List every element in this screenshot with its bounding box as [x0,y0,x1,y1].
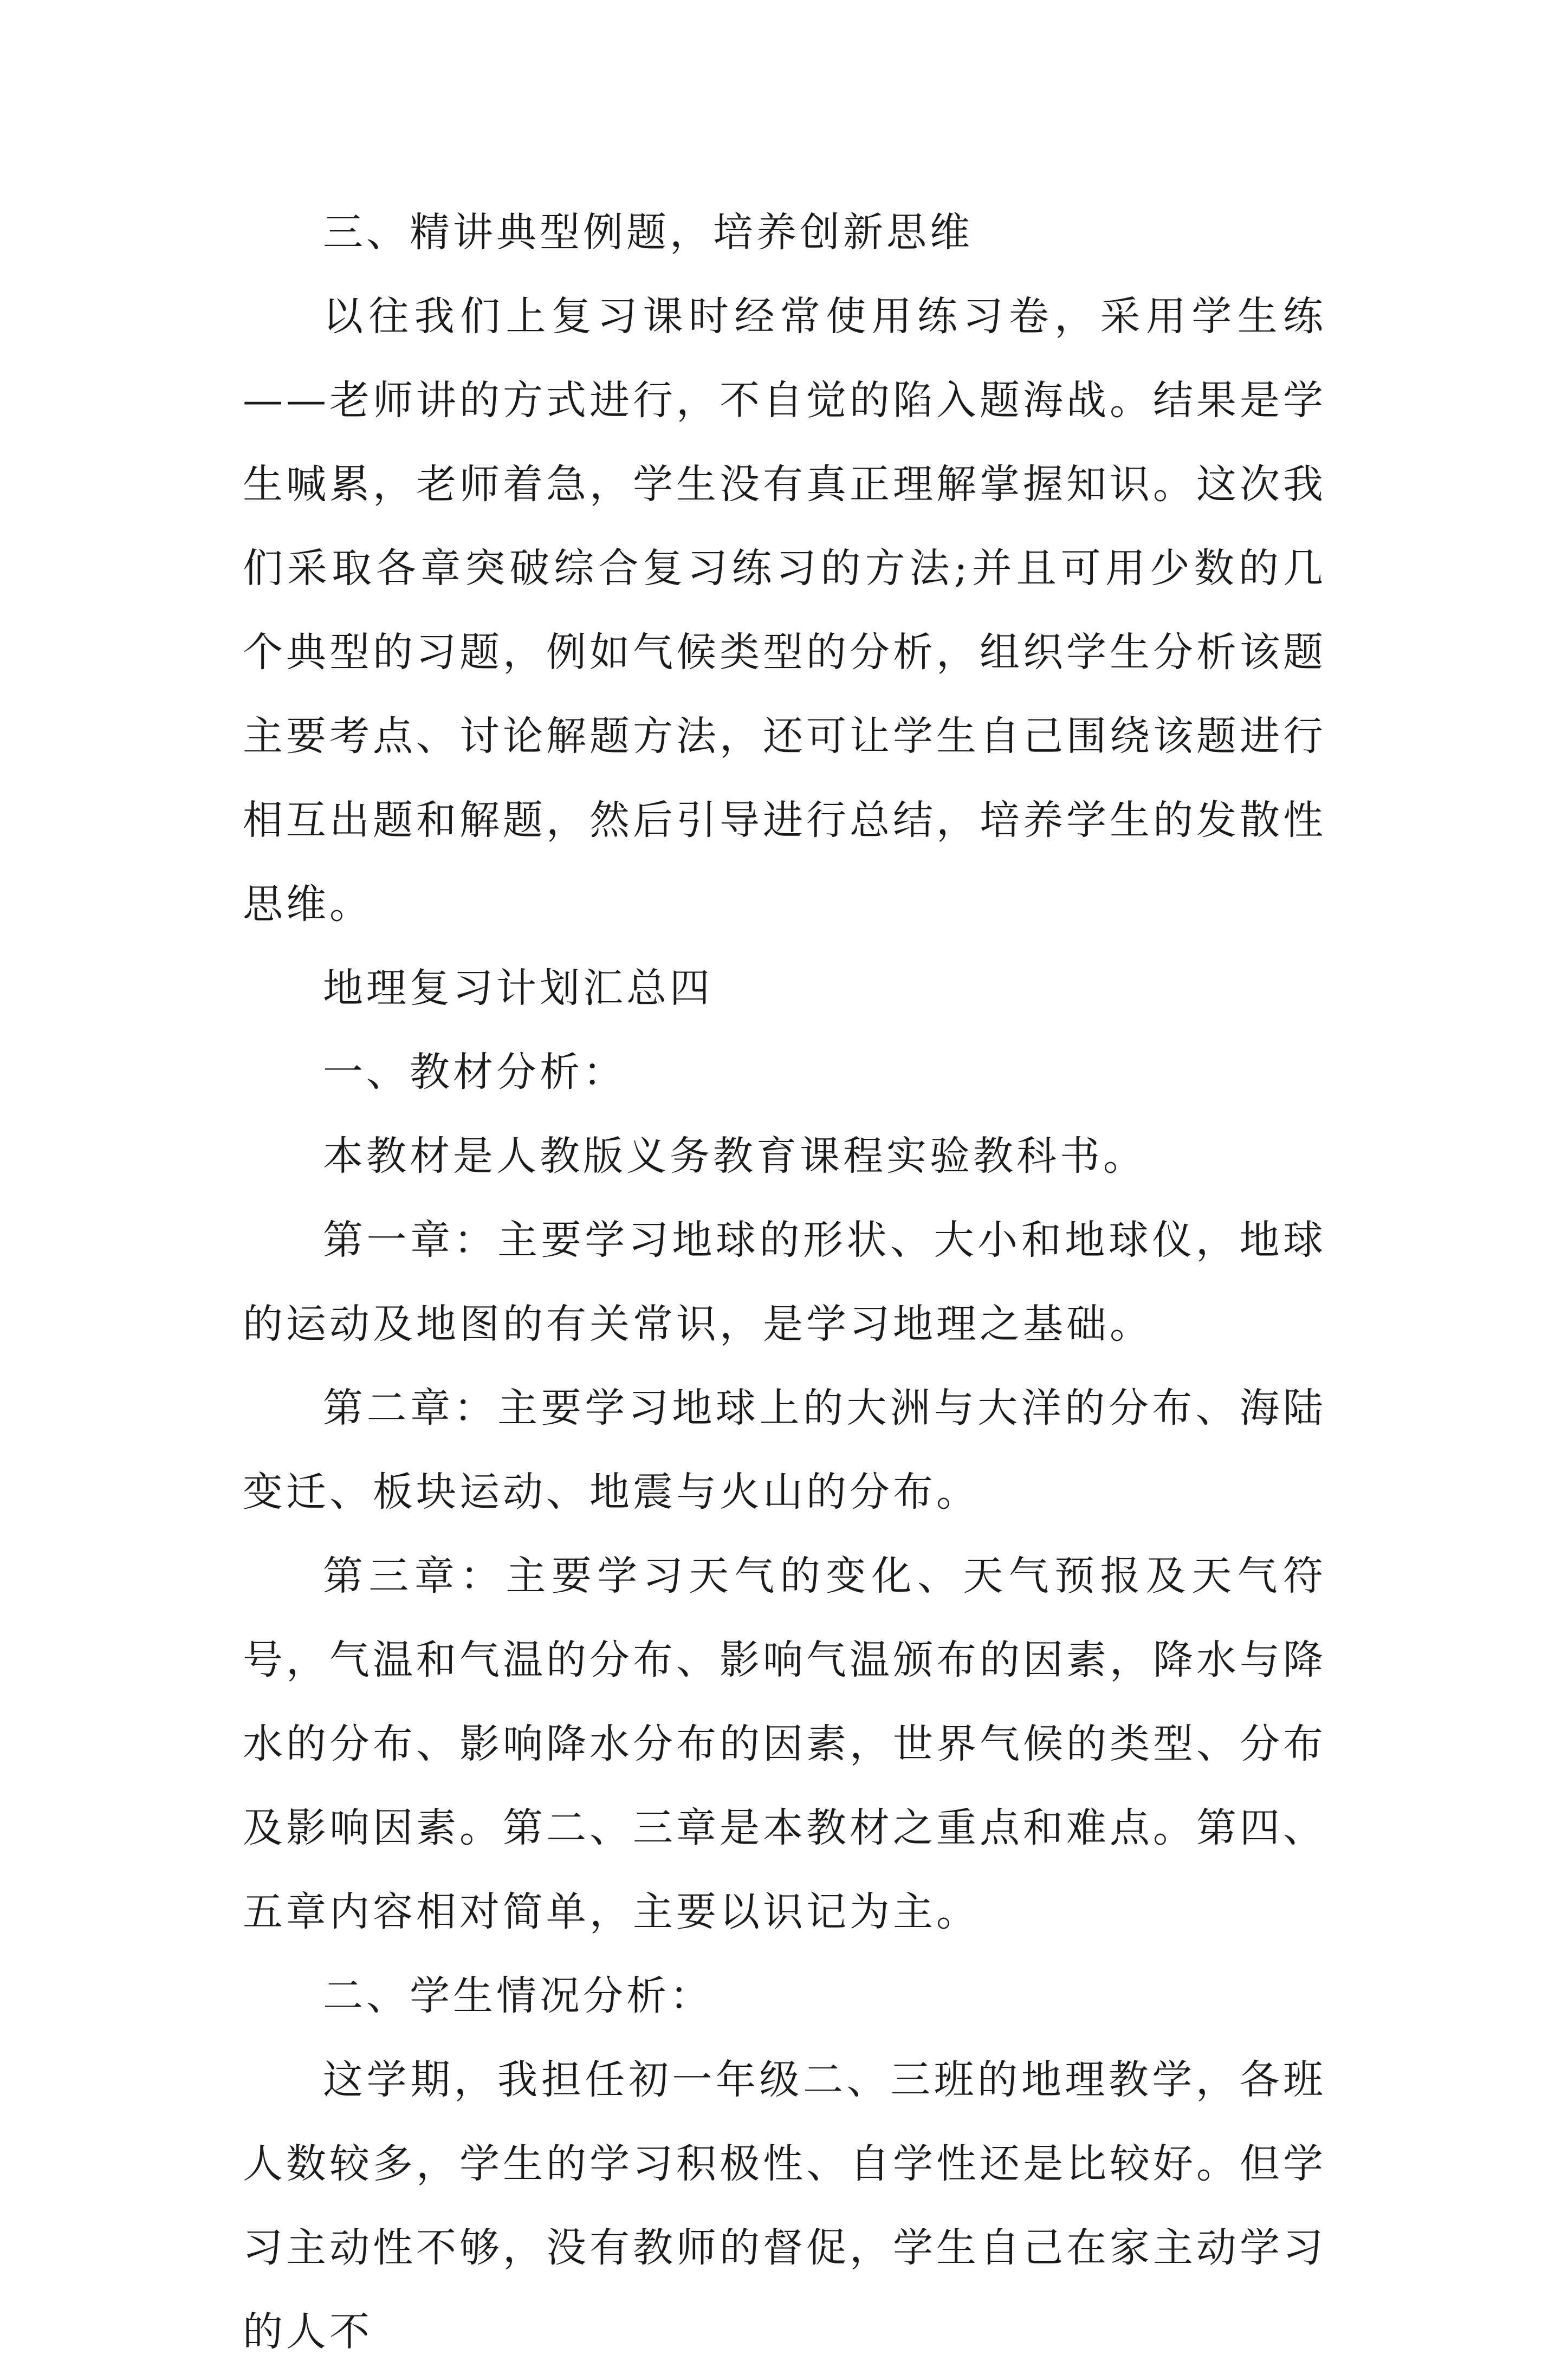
paragraph-textbook-intro: 本教材是人教版义务教育课程实验教科书。 [323,1133,1146,1179]
paragraph-student-situation: 这学期，我担任初一年级二、三班的地理教学，各班人数较多，学生的学习积极性、自学性还是比较好。但学习主动性不够，没有教师的督促，学生自己在家主动学习的人不 [243,2057,1326,2355]
paragraph-chapter-three: 第三章：主要学习天气的变化、天气预报及天气符号，气温和气温的分布、影响气温颁布的因素，降水与降水的分布、影响降水分布的因素，世界气候的类型、分布及影响因素。第二、三章是本教材之重点和难点。第四、五章内容相对简单，主要以识记为主。 [243,1553,1326,1935]
paragraph-chapter-one: 第一章：主要学习地球的形状、大小和地球仪，地球的运动及地图的有关常识，是学习地理之基础。 [243,1217,1326,1347]
section-heading-student-analysis: 二、学生情况分析： [323,1973,713,2019]
section-heading-textbook-analysis: 一、教材分析： [323,1049,626,1095]
section-heading-plan-four: 地理复习计划汇总四 [323,965,713,1011]
document-body [243,191,1326,2374]
section-heading-teaching-examples: 三、精讲典型例题，培养创新思维 [323,209,973,256]
paragraph-review-method: 以往我们上复习课时经常使用练习卷，采用学生练——老师讲的方式进行，不自觉的陷入题海战。结果是学生喊累，老师着急，学生没有真正理解掌握知识。这次我们采取各章突破综合复习练习的方法;并且可用少数的几个典型的习题，例如气候类型的分析，组织学生分析该题主要考点、讨论解题方法，还可让学生自己围绕该题进行相互出题和解题，然后引导进行总结，培养学生的发散性思维。 [243,293,1326,927]
paragraph-chapter-two: 第二章：主要学习地球上的大洲与大洋的分布、海陆变迁、板块运动、地震与火山的分布。 [243,1385,1326,1515]
